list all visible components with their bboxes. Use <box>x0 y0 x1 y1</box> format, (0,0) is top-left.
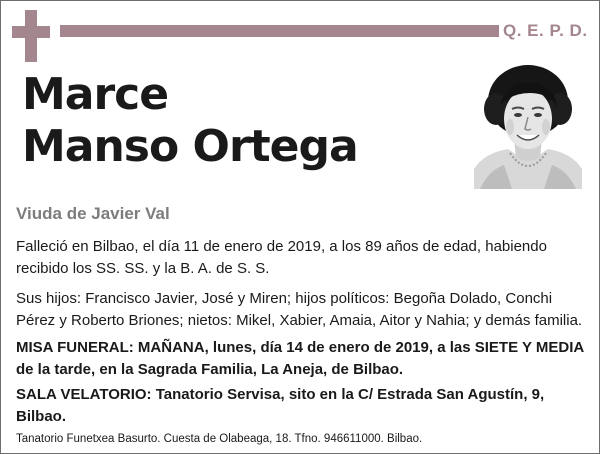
portrait-photo <box>474 61 582 189</box>
surnames: Manso Ortega <box>22 121 358 172</box>
funeral-mass-paragraph: MISA FUNERAL: MAÑANA, lunes, día 14 de enero de 2019, a las SIETE Y MEDIA de la tarde, en la Sagrada Familia, La Aneja, de Bilbao. <box>16 339 584 378</box>
funeral-home-footer: Tanatorio Funetxea Basurto. Cuesta de Olabeaga, 18. Tfno. 946611000. Bilbao. <box>16 433 423 445</box>
death-notice-paragraph: Falleció en Bilbao, el día 11 de enero de 2019, a los 89 años de edad, habiendo recibido los SS. SS. y la B. A. de S. S. <box>16 238 547 277</box>
cross-icon <box>12 10 50 62</box>
first-name: Marce <box>22 69 169 120</box>
header-divider <box>60 25 499 37</box>
qepd-label: Q. E. P. D. <box>503 21 588 40</box>
wake-room-paragraph: SALA VELATORIO: Tanatorio Servisa, sito en la C/ Estrada San Agustín, 9, Bilbao. <box>16 386 545 425</box>
widow-of-line: Viuda de Javier Val <box>16 204 170 223</box>
deceased-name <box>22 69 358 173</box>
family-paragraph: Sus hijos: Francisco Javier, José y Miren; hijos políticos: Begoña Dolado, Conchi Pérez y Roberto Briones; nietos: Mikel, Xabier, Amaia, Aitor y Nahia; y demás familia. <box>16 290 583 329</box>
